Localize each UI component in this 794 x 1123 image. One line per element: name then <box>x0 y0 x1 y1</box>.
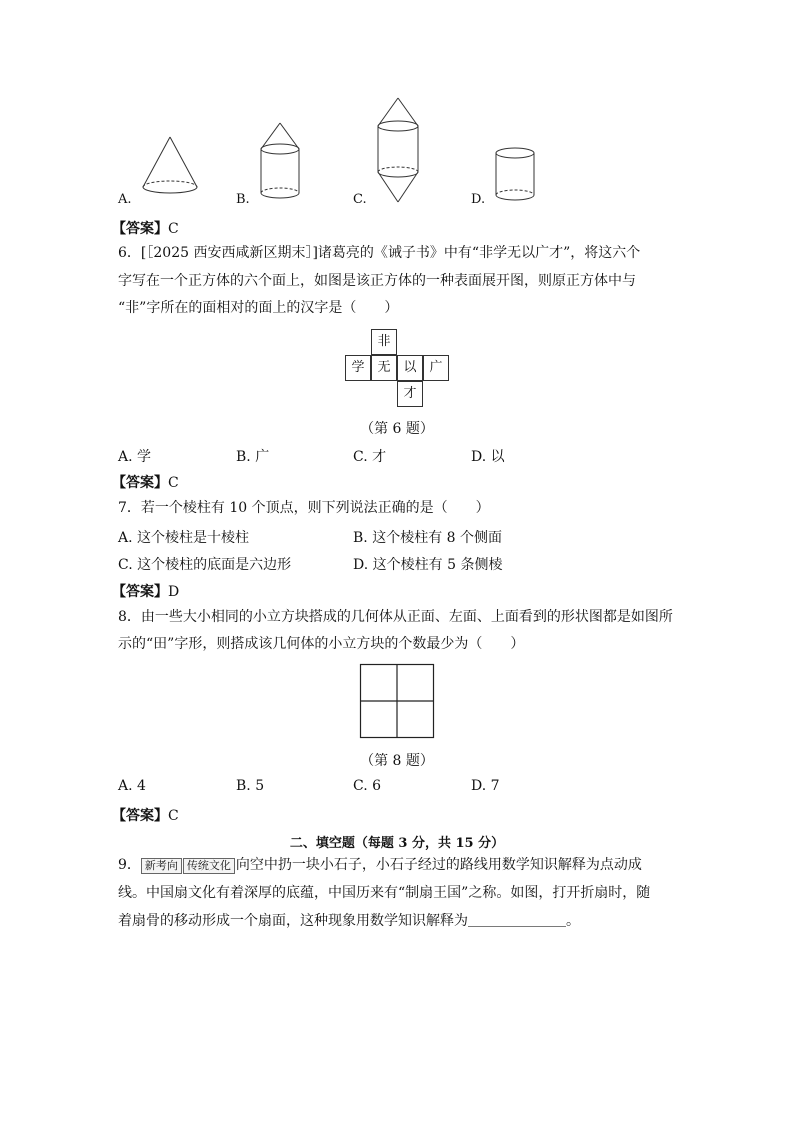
question-number: 9． <box>118 857 141 873</box>
option-text: 这个棱柱的底面是六边形 <box>137 557 292 573</box>
q6-line-3: “非”字所在的面相对的面上的汉字是（ ） <box>118 300 399 316</box>
q6-line-1 <box>118 244 640 262</box>
q6-option-c <box>353 446 386 466</box>
answer-value: C <box>168 808 179 824</box>
q8-line-2: 示的“田”字形，则搭成该几何体的小立方块的个数最少为（ ） <box>118 636 525 652</box>
net-cell-top: 非 <box>371 329 397 355</box>
question-number: 6． <box>118 245 141 261</box>
cylinder-cone-figure <box>258 121 302 201</box>
tag-traditional-culture: 传统文化 <box>183 858 235 874</box>
q7-option-b <box>353 527 502 547</box>
option-letter: B. <box>236 449 251 465</box>
question-number: 7． <box>118 500 141 516</box>
option-letter: A. <box>118 449 133 465</box>
q6-caption: （第 6 题） <box>360 421 434 437</box>
option-text: 6 <box>372 778 382 794</box>
option-text: 5 <box>255 778 265 794</box>
option-text: 这个棱柱有 5 条侧棱 <box>372 557 503 573</box>
option-letter: B. <box>236 778 251 794</box>
tag-new-direction: 新考向 <box>141 858 182 874</box>
q7-option-a <box>118 527 249 547</box>
q7-line-1 <box>118 499 490 517</box>
option-letter: D. <box>353 557 369 573</box>
q8-caption: （第 8 题） <box>360 753 434 769</box>
option-text: 这个棱柱有 8 个侧面 <box>372 530 503 546</box>
answer-bracket: 【答案】 <box>112 475 168 491</box>
answer-value: C <box>168 221 179 237</box>
q7-answer <box>112 581 179 601</box>
q6-line-2: 字写在一个正方体的六个面上，如图是该正方体的一种表面展开图，则原正方体中与 <box>118 273 636 289</box>
q7-option-d <box>353 554 502 574</box>
q5-option-b-label: B. <box>236 192 250 207</box>
q5-answer <box>112 218 179 238</box>
option-letter: B. <box>353 530 368 546</box>
answer-bracket: 【答案】 <box>112 221 168 237</box>
option-text: 以 <box>490 449 505 465</box>
q9-line-3: 着扇骨的移动形成一个扇面，这种现象用数学知识解释为＿＿＿＿＿＿＿。 <box>118 913 580 929</box>
net-cell: 广 <box>423 355 449 381</box>
q6-option-a <box>118 446 151 466</box>
option-letter: C. <box>353 778 368 794</box>
q5-option-a-label: A. <box>118 192 132 207</box>
answer-value: C <box>168 475 179 491</box>
option-text: 广 <box>255 449 270 465</box>
answer-value: D <box>168 584 180 600</box>
option-text: 才 <box>372 449 387 465</box>
q8-option-a <box>118 778 146 794</box>
q7-option-c <box>118 554 291 574</box>
option-text: 7 <box>490 778 500 794</box>
question-text: 向空中扔一块小石子，小石子经过的路线用数学知识解释为点动成 <box>235 857 642 873</box>
tian-grid-figure <box>360 664 434 738</box>
question-number: 8． <box>118 609 141 625</box>
answer-bracket: 【答案】 <box>112 584 168 600</box>
option-letter: D. <box>471 778 487 794</box>
option-letter: D. <box>471 449 487 465</box>
q8-option-b <box>236 778 264 794</box>
q6-option-d <box>471 446 505 466</box>
q8-line-1 <box>118 608 673 626</box>
q9-line-1 <box>118 856 642 874</box>
cylinder-figure <box>494 145 536 205</box>
q6-answer <box>112 472 179 492</box>
q5-option-d-label: D. <box>471 192 486 207</box>
option-letter: A. <box>118 530 133 546</box>
q8-option-c <box>353 778 381 794</box>
net-cell: 无 <box>371 355 397 381</box>
q8-answer <box>112 805 179 825</box>
q5-option-c-label: C. <box>353 192 367 207</box>
net-cell: 以 <box>397 355 423 381</box>
option-letter: C. <box>353 449 368 465</box>
q8-option-d <box>471 778 500 794</box>
question-text: 若一个棱柱有 10 个顶点，则下列说法正确的是（ ） <box>140 500 490 516</box>
option-text: 4 <box>137 778 146 794</box>
section-title: 二、填空题（每题 3 分，共 15 分） <box>289 836 505 851</box>
option-text: 这个棱柱是十棱柱 <box>137 530 250 546</box>
option-letter: A. <box>118 778 133 794</box>
q9-line-2: 线。中国扇文化有着深厚的底蕴，中国历来有“制扇王国”之称。如图，打开折扇时，随 <box>118 885 651 901</box>
q6-option-b <box>236 446 269 466</box>
option-text: 学 <box>137 449 152 465</box>
question-text: 由一些大小相同的小立方块搭成的几何体从正面、左面、上面看到的形状图都是如图所 <box>140 609 673 625</box>
net-cell-bottom: 才 <box>397 381 423 407</box>
cylinder-two-cones-figure <box>375 96 421 206</box>
cone-figure <box>140 135 200 195</box>
question-text: [［2025 西安西咸新区期末］]诸葛亮的《诫子书》中有“非学无以广才”，将这六个 <box>140 245 641 261</box>
answer-bracket: 【答案】 <box>112 808 168 824</box>
net-cell: 学 <box>345 355 371 381</box>
option-letter: C. <box>118 557 133 573</box>
